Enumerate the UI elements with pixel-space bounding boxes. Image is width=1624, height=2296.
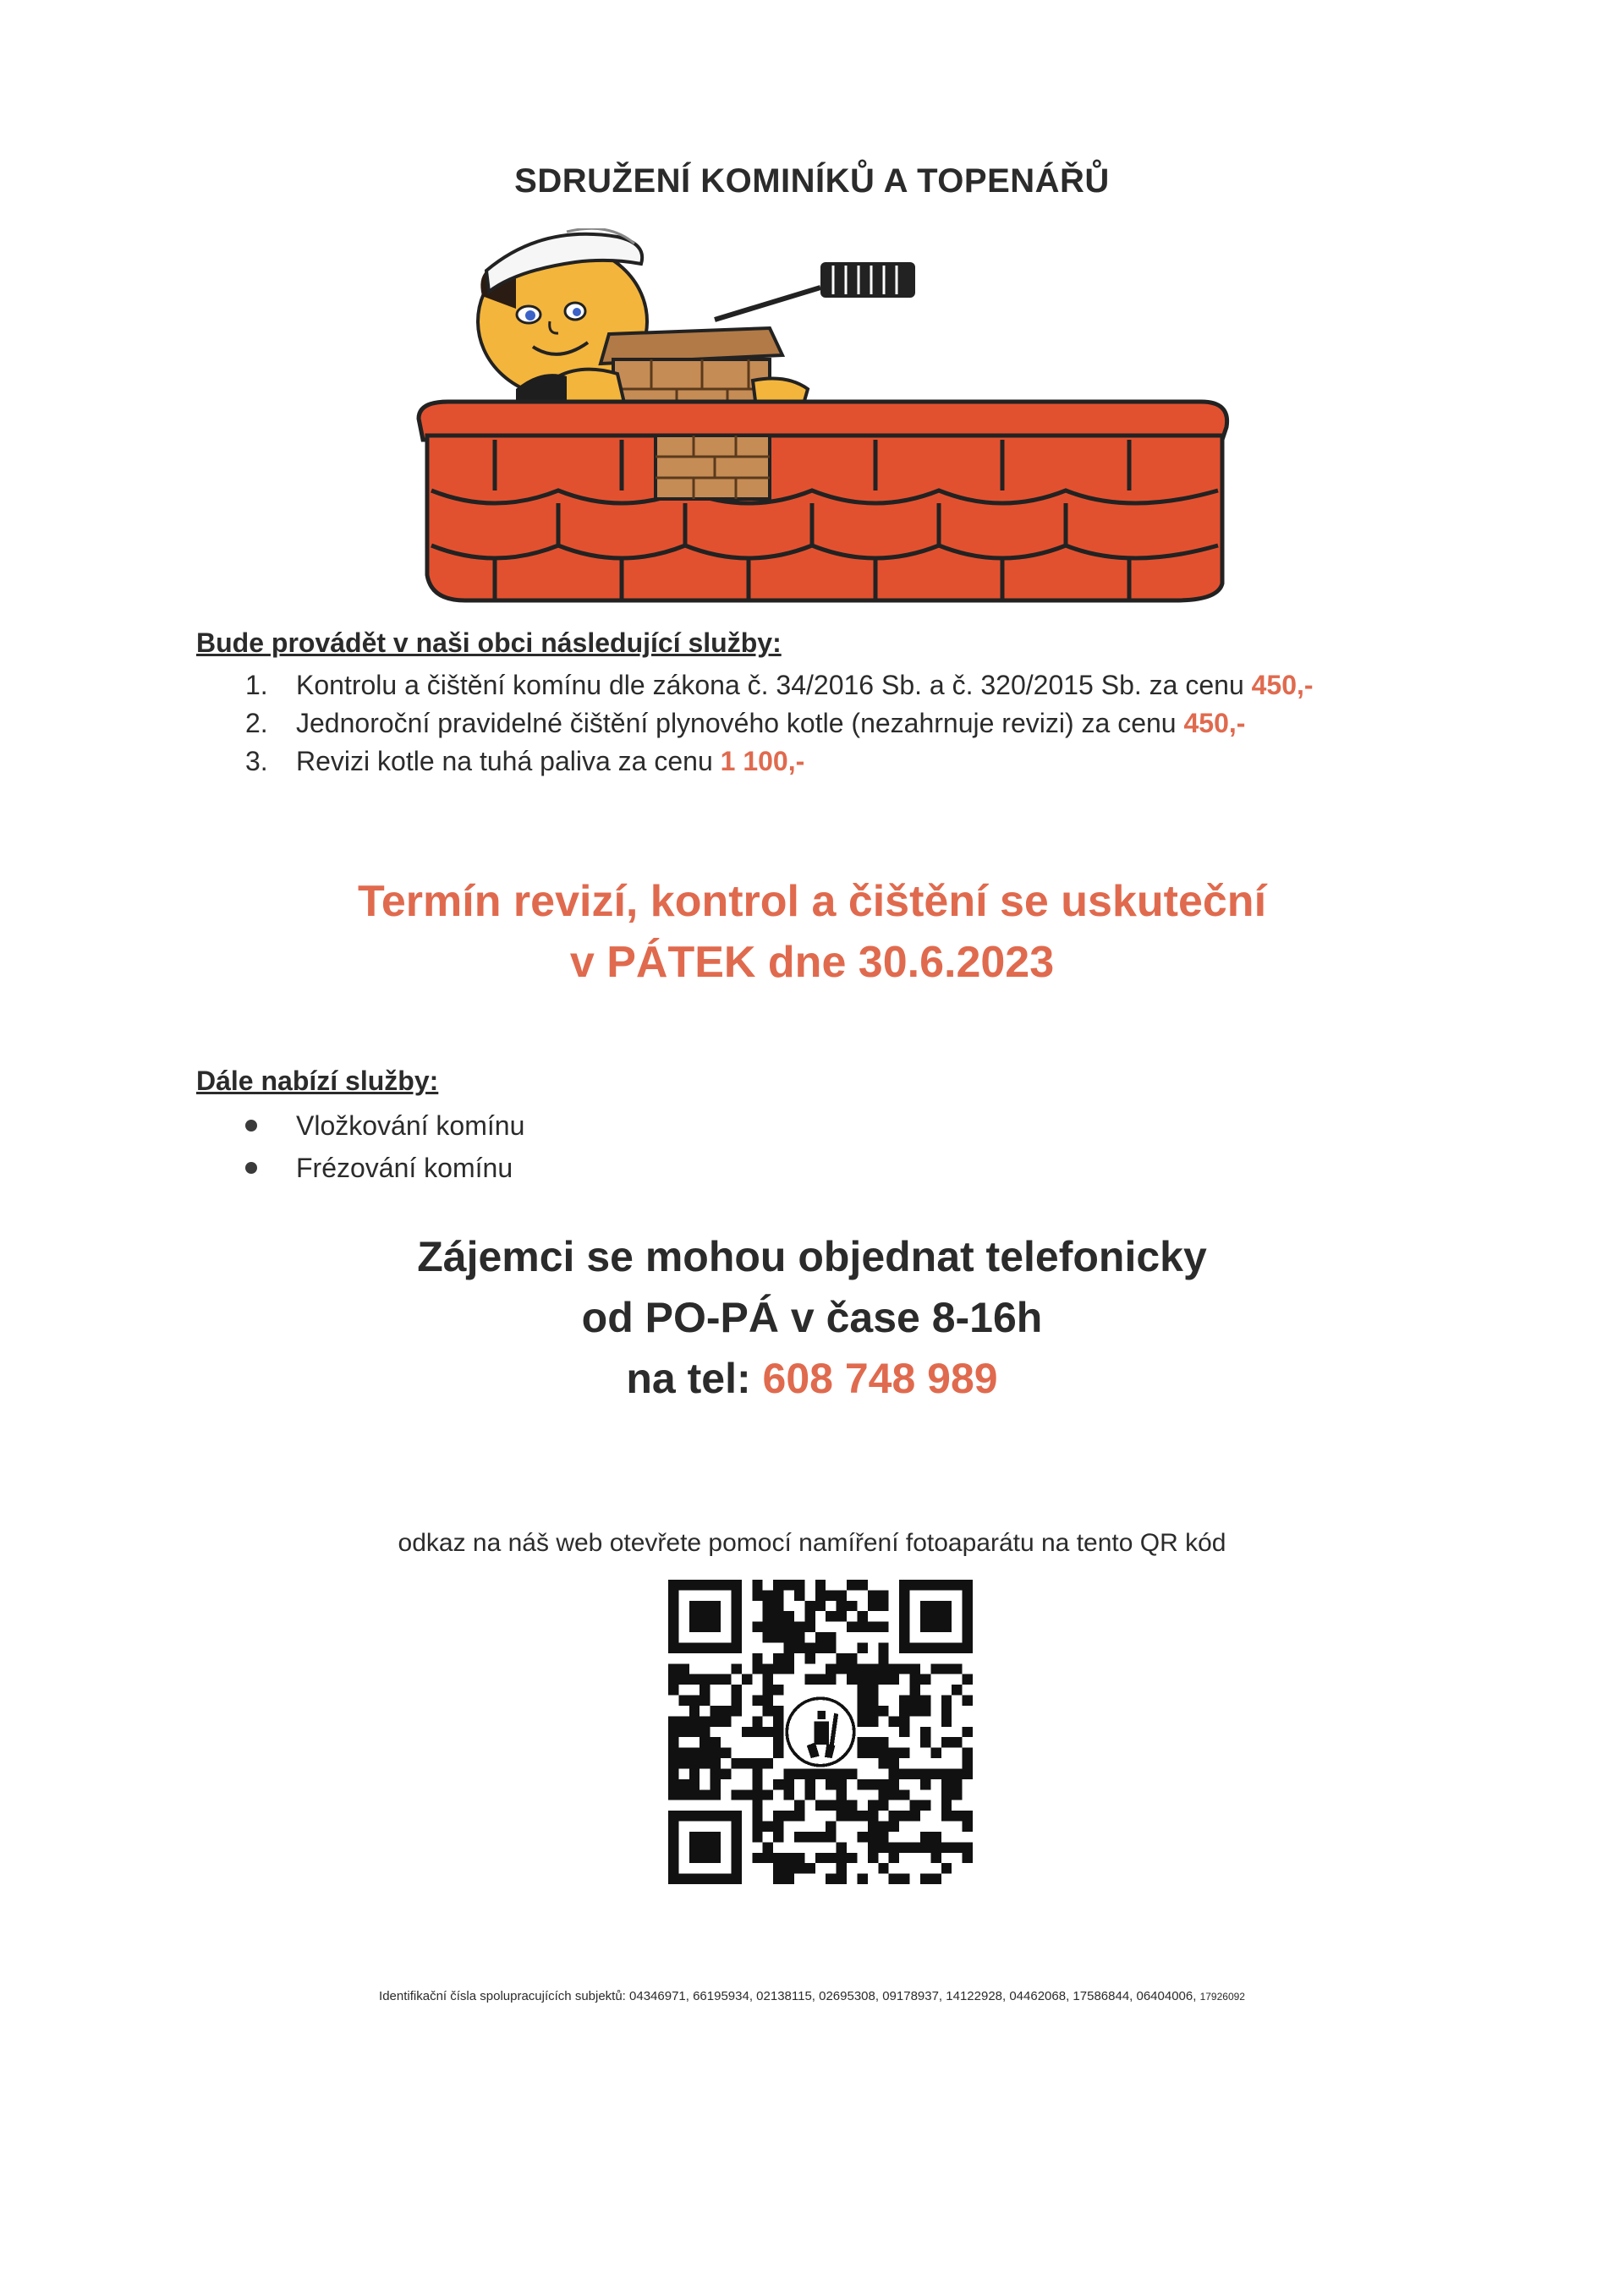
company-ids-text: Identifikační čísla spolupracujících subjektů: 04346971, 66195934, 02138115, 02695308, 09178937, 14122928, 04462068, 17586844, 06404006, [379,1989,1197,2003]
term-line-1: Termín revizí, kontrol a čištění se uskuteční [357,877,1267,926]
chimney-front [656,436,770,499]
company-ids-last: 17926092 [1199,1991,1245,2003]
list-item [245,1104,524,1147]
other-services-list [245,1104,524,1189]
qr-finder-icon [668,1811,742,1884]
chimney-brush-icon [715,262,915,320]
qr-finder-icon [668,1580,742,1653]
services-list [245,666,1314,781]
services-heading: Bude provádět v naši obci následující služby: [196,627,782,658]
qr-finder-icon [899,1580,973,1653]
bullet-icon [245,1120,257,1132]
qr-code-icon[interactable] [668,1580,973,1884]
item-price: 450,- [1183,708,1246,738]
item-text: Kontrolu a čištění komínu dle zákona č. 34/2016 Sb. a č. 320/2015 Sb. za cenu [296,670,1252,700]
list-item [245,666,1314,704]
item-number: 3. [245,746,268,776]
item-number: 1. [245,670,268,700]
other-services-heading: Dále nabízí služby: [196,1066,439,1096]
phone-prefix: na tel: [626,1355,763,1402]
item-price: 450,- [1251,670,1314,700]
item-number: 2. [245,708,268,738]
contact-line-1: Zájemci se mohou objednat telefonicky [417,1233,1207,1280]
list-item [245,1147,524,1189]
item-text: Jednoroční pravidelné čištění plynového kotle (nezahrnuje revizi) za cenu [296,708,1184,738]
contact-line-3 [0,1348,1624,1409]
term-line-2: v PÁTEK dne 30.6.2023 [569,938,1055,987]
list-item [245,704,1314,743]
qr-caption: odkaz na náš web otevřete pomocí namíření fotoaparátu na tento QR kód [398,1529,1226,1557]
item-text: Revizi kotle na tuhá paliva za cenu [296,746,721,776]
bullet-icon [245,1162,257,1174]
contact-block [0,1226,1624,1409]
contact-line-2: od PO-PÁ v čase 8-16h [581,1294,1043,1341]
appointment-date-notice [0,871,1624,993]
item-price: 1 100,- [720,746,805,776]
chimney-sweep-illustration [414,228,1235,605]
phone-number[interactable]: 608 748 989 [762,1355,998,1402]
qr-logo-icon [787,1698,853,1765]
list-item [245,743,1314,781]
organization-title: SDRUŽENÍ KOMINÍKŮ A TOPENÁŘŮ [514,162,1110,200]
item-text: Frézování komínu [296,1153,513,1183]
company-ids [0,1989,1624,2003]
item-text: Vložkování komínu [296,1110,525,1141]
